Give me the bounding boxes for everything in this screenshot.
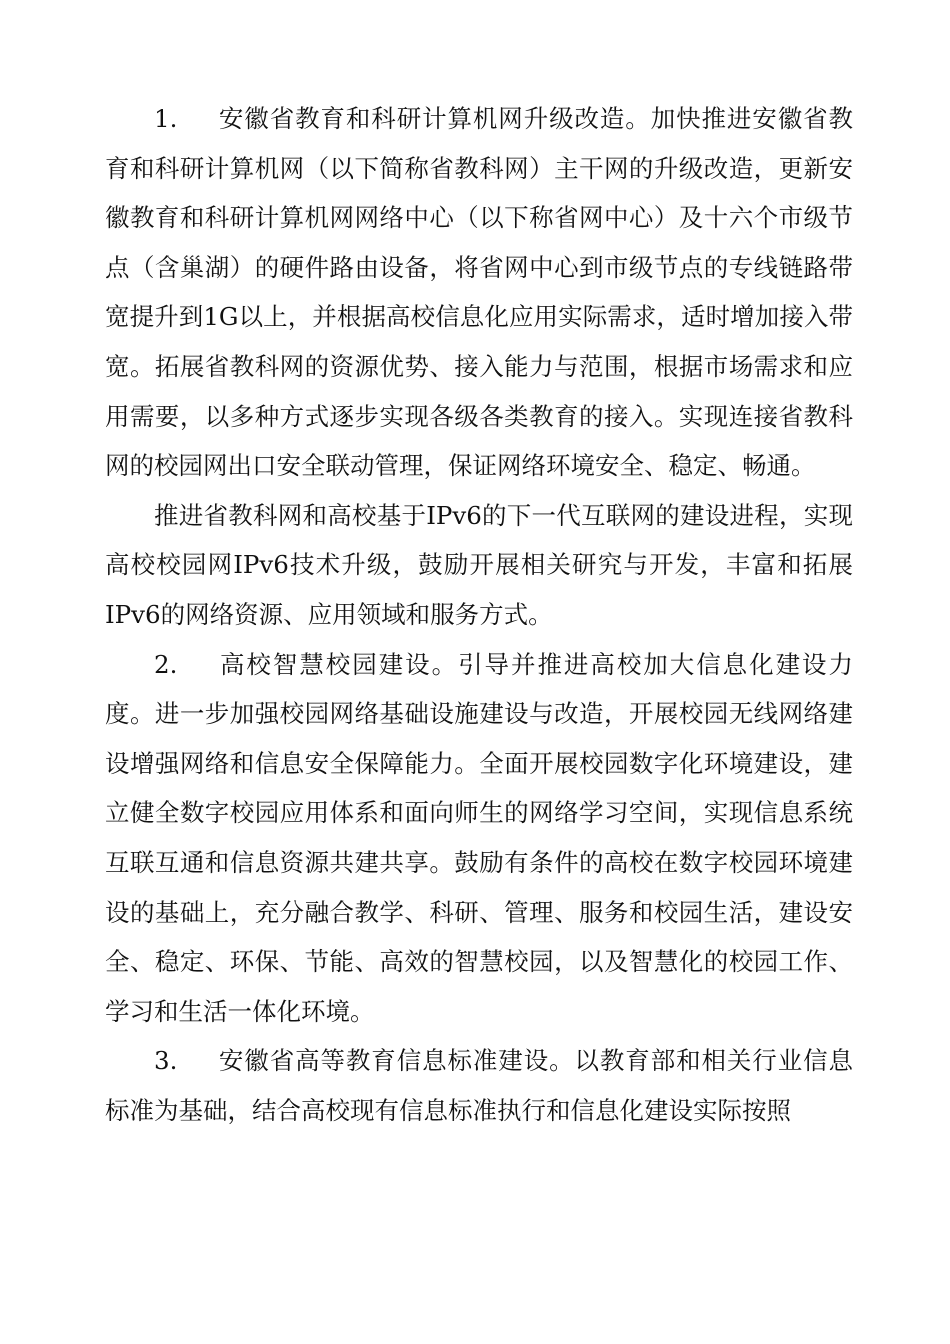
paragraph-ipv6 xyxy=(105,491,853,640)
paragraph-2 xyxy=(105,640,853,1037)
paragraph-1-text: 安徽省教育和科研计算机网升级改造。加快推进安徽省教育和科研计算机网（以下简称省教科网）主干网的升级改造，更新安徽教育和科研计算机网网络中心（以下称省网中心）及十六个市级节点（含巢湖）的硬件路由设备，将省网中心到市级节点的专线链路带宽提升到1G以上，并根据高校信息化应用实际需求，适时增加接入带宽。拓展省教科网的资源优势、接入能力与范围，根据市场需求和应用需要，以多种方式逐步实现各级各类教育的接入。实现连接省教科网的校园网出口安全联动管理，保证网络环境安全、稳定、畅通。 xyxy=(105,104,853,481)
paragraph-2-text: 高校智慧校园建设。引导并推进高校加大信息化建设力度。进一步加强校园网络基础设施建设与改造，开展校园无线网络建设增强网络和信息安全保障能力。全面开展校园数字化环境建设，建立健全数字校园应用体系和面向师生的网络学习空间，实现信息系统互联互通和信息资源共建共享。鼓励有条件的高校在数字校园环境建设的基础上，充分融合教学、科研、管理、服务和校园生活，建设安全、稳定、环保、节能、高效的智慧校园，以及智慧化的校园工作、学习和生活一体化环境。 xyxy=(105,649,853,1026)
paragraph-3 xyxy=(105,1036,853,1135)
paragraph-ipv6-text: 推进省教科网和高校基于IPv6的下一代互联网的建设进程，实现高校校园网IPv6技术升级，鼓励开展相关研究与开发，丰富和拓展IPv6的网络资源、应用领域和服务方式。 xyxy=(105,500,853,629)
paragraph-3-text: 安徽省高等教育信息标准建设。以教育部和相关行业信息标准为基础，结合高校现有信息标准执行和信息化建设实际按照 xyxy=(105,1046,853,1125)
document-body xyxy=(105,94,853,1135)
paragraph-3-number: 3. xyxy=(154,1046,178,1076)
paragraph-1-number: 1. xyxy=(154,104,178,133)
paragraph-1 xyxy=(105,94,853,491)
paragraph-2-number: 2. xyxy=(154,649,178,679)
